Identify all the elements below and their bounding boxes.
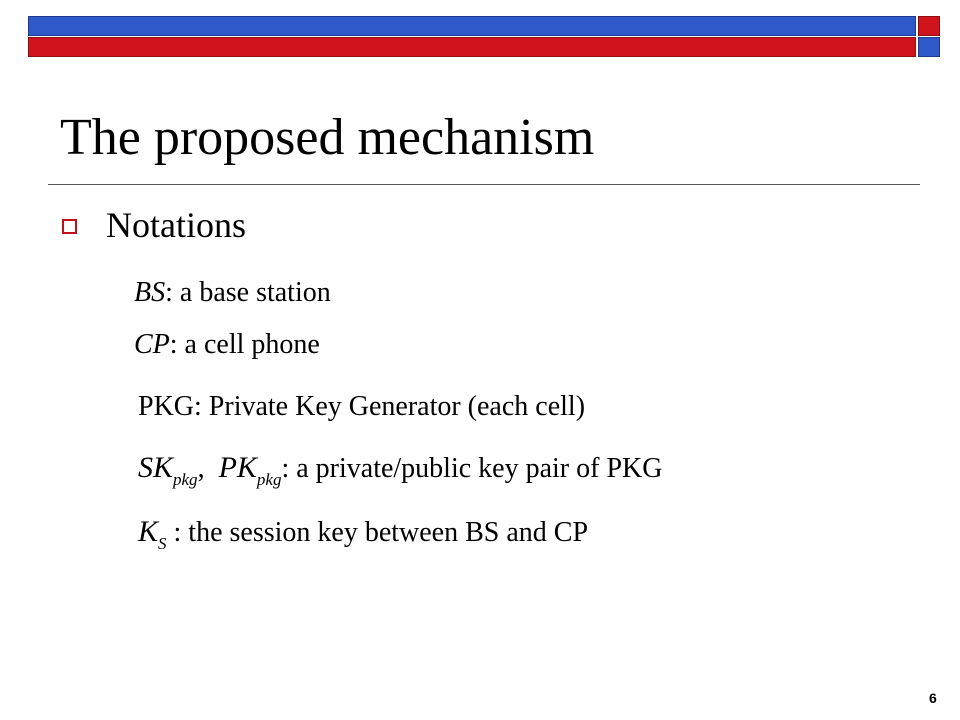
notation-keypair [138,451,662,497]
notation-cp-text: : a cell phone [169,329,320,360]
session-key-text: : the session key between BS and CP [173,517,589,548]
page-number: 6 [929,690,937,706]
title-divider [48,184,920,185]
ks-subscript: S [158,534,167,553]
notation-bs-text: : a base station [165,277,331,308]
notation-cp-symbol: CP [134,329,170,360]
pk-symbol: PK [218,451,257,484]
sk-symbol: SK [138,451,174,484]
keypair-text: : a private/public key pair of PKG [281,453,663,484]
hollow-square-bullet-icon [62,219,77,234]
notation-session-key [138,515,588,561]
bullet-notations: Notations [106,205,246,245]
notation-bs [134,276,331,310]
notation-pkg: PKG: Private Key Generator (each cell) [138,391,586,422]
header-bar-blue [28,16,916,36]
sk-subscript: pkg [173,470,198,489]
keypair-formula [138,451,282,489]
pk-subscript: pkg [256,470,282,489]
keypair-comma: , [197,453,205,484]
slide-title: The proposed mechanism [60,109,595,166]
notation-bs-symbol: BS [134,277,166,308]
session-key-formula [138,515,167,553]
ks-symbol: K [138,515,159,548]
header-square-blue [918,37,940,57]
header-bar-red [28,37,916,57]
header-square-red [918,16,940,36]
notation-cp [134,328,320,362]
